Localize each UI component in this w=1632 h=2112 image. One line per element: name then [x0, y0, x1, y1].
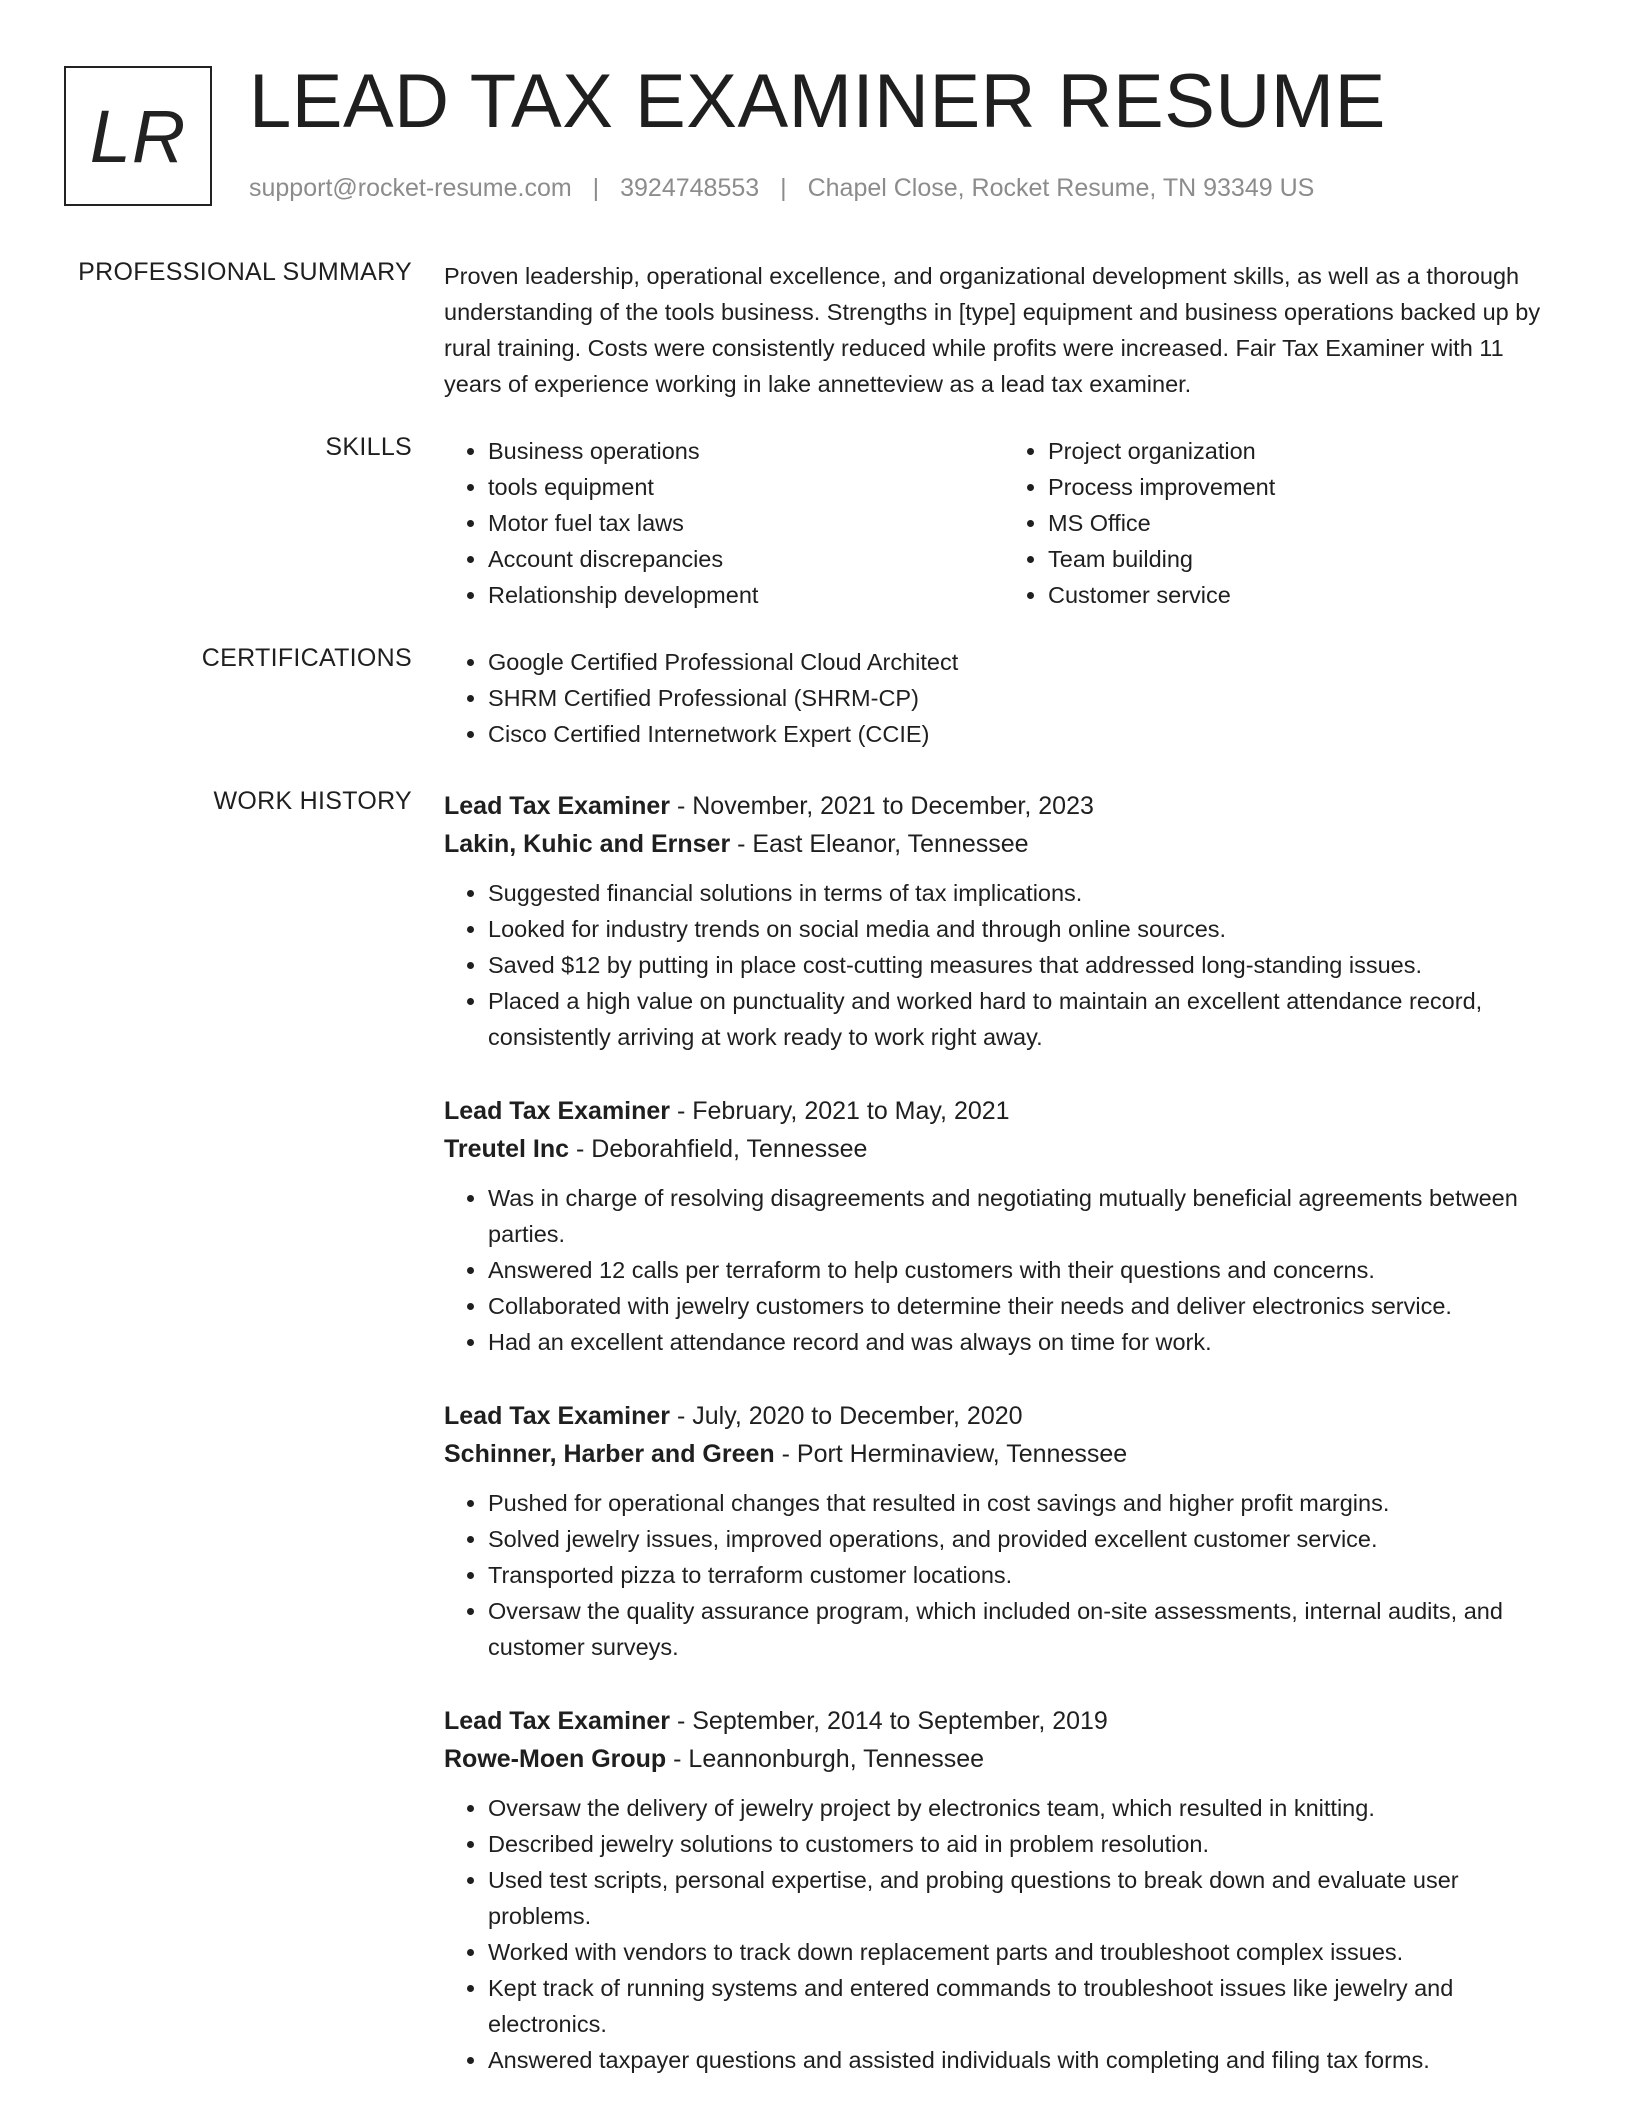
job-company: Lakin, Kuhic and Ernser — [444, 830, 731, 858]
section-label-summary: PROFESSIONAL SUMMARY — [78, 258, 412, 286]
job-title: Lead Tax Examiner — [444, 792, 671, 820]
job-entry — [444, 787, 1564, 1055]
list-item: • Used test scripts, personal expertise, and probing questions to break down and evaluate user problems. — [488, 1862, 1564, 1934]
section-label-skills: SKILLS — [325, 433, 412, 461]
list-item: • Collaborated with jewelry customers to determine their needs and deliver electronics service. — [488, 1288, 1564, 1324]
list-item: • tools equipment — [488, 469, 1004, 505]
list-item: • Looked for industry trends on social media and through online sources. — [488, 911, 1564, 947]
job-dates: - September, 2014 to September, 2019 — [670, 1707, 1108, 1735]
list-item: • Answered taxpayer questions and assisted individuals with completing and filing tax forms. — [488, 2042, 1564, 2078]
contact-email[interactable]: support@rocket-resume.com — [249, 174, 572, 202]
job-entry — [444, 1092, 1564, 1360]
contact-separator: | — [780, 174, 787, 202]
job-title-line — [444, 787, 1564, 825]
list-item: • Transported pizza to terraform customer locations. — [488, 1557, 1564, 1593]
summary-text: Proven leadership, operational excellence, and organizational development skills, as well as a thorough understanding of the tools business. Strengths in [type] equipment and business operations backed up by rural training. Costs were consistently reduced while profits were increased. Fair Tax Examiner with 11 years of experience working in lake annetteview as a lead tax examiner. — [444, 263, 1541, 397]
list-item: • Cisco Certified Internetwork Expert (CCIE) — [488, 716, 1564, 752]
job-company: Treutel Inc — [444, 1135, 570, 1163]
job-dates: - February, 2021 to May, 2021 — [670, 1097, 1010, 1125]
job-bullets — [444, 1485, 1564, 1665]
job-bullets — [444, 875, 1564, 1055]
list-item: • Oversaw the delivery of jewelry project by electronics team, which resulted in knitting. — [488, 1790, 1564, 1826]
contact-separator: | — [592, 174, 600, 202]
job-location: - Port Herminaview, Tennessee — [774, 1440, 1128, 1468]
job-title: Lead Tax Examiner — [444, 1097, 671, 1125]
work-history-list — [444, 787, 1564, 2078]
job-title-line — [444, 1092, 1564, 1130]
list-item: • Was in charge of resolving disagreements and negotiating mutually beneficial agreements between parties. — [488, 1180, 1564, 1252]
job-location: - Leannonburgh, Tennessee — [666, 1745, 985, 1773]
job-location: - East Eleanor, Tennessee — [730, 830, 1029, 858]
certifications-list — [444, 644, 1564, 752]
job-company: Schinner, Harber and Green — [444, 1440, 775, 1468]
job-title: Lead Tax Examiner — [444, 1402, 671, 1430]
list-item: • Kept track of running systems and entered commands to troubleshoot issues like jewelry and electronics. — [488, 1970, 1564, 2042]
job-company-line — [444, 1435, 1564, 1473]
job-title-line — [444, 1397, 1564, 1435]
job-company: Rowe-Moen Group — [444, 1745, 667, 1773]
job-dates: - November, 2021 to December, 2023 — [670, 792, 1094, 820]
monogram-logo: LR — [64, 66, 212, 206]
job-entry — [444, 1702, 1564, 2078]
list-item: • Saved $12 by putting in place cost-cutting measures that addressed long-standing issues. — [488, 947, 1564, 983]
list-item: • Described jewelry solutions to customers to aid in problem resolution. — [488, 1826, 1564, 1862]
job-title-line — [444, 1702, 1564, 1740]
section-label-work-history: WORK HISTORY — [213, 787, 412, 815]
list-item: • MS Office — [1048, 505, 1564, 541]
list-item: • Customer service — [1048, 577, 1564, 613]
job-company-line — [444, 1740, 1564, 1778]
list-item: • Google Certified Professional Cloud Architect — [488, 644, 1564, 680]
contact-line — [249, 174, 1314, 203]
section-label-certifications: CERTIFICATIONS — [201, 644, 412, 672]
list-item: • SHRM Certified Professional (SHRM-CP) — [488, 680, 1564, 716]
contact-address: Chapel Close, Rocket Resume, TN 93349 US — [807, 174, 1315, 202]
job-location: - Deborahfield, Tennessee — [569, 1135, 868, 1163]
job-entry — [444, 1397, 1564, 1665]
list-item: • Account discrepancies — [488, 541, 1004, 577]
list-item: • Business operations — [488, 433, 1004, 469]
list-item: • Project organization — [1048, 433, 1564, 469]
list-item: • Motor fuel tax laws — [488, 505, 1004, 541]
skills-list-left — [444, 433, 1004, 613]
skills-list-right — [1004, 433, 1564, 613]
list-item: • Placed a high value on punctuality and worked hard to maintain an excellent attendance record, consistently arriving at work ready to work right away. — [488, 983, 1564, 1055]
list-item: • Team building — [1048, 541, 1564, 577]
list-item: • Relationship development — [488, 577, 1004, 613]
list-item: • Process improvement — [1048, 469, 1564, 505]
list-item: • Had an excellent attendance record and was always on time for work. — [488, 1324, 1564, 1360]
list-item: • Oversaw the quality assurance program, which included on-site assessments, internal audits, and customer surveys. — [488, 1593, 1564, 1665]
job-dates: - July, 2020 to December, 2020 — [670, 1402, 1023, 1430]
job-title: Lead Tax Examiner — [444, 1707, 671, 1735]
resume-title: LEAD TAX EXAMINER RESUME — [249, 59, 1386, 144]
list-item: • Suggested financial solutions in terms of tax implications. — [488, 875, 1564, 911]
list-item: • Pushed for operational changes that resulted in cost savings and higher profit margins. — [488, 1485, 1564, 1521]
list-item: • Solved jewelry issues, improved operations, and provided excellent customer service. — [488, 1521, 1564, 1557]
job-bullets — [444, 1180, 1564, 1360]
job-bullets — [444, 1790, 1564, 2078]
list-item: • Worked with vendors to track down replacement parts and troubleshoot complex issues. — [488, 1934, 1564, 1970]
job-company-line — [444, 825, 1564, 863]
contact-phone[interactable]: 3924748553 — [620, 174, 760, 202]
job-company-line — [444, 1130, 1564, 1168]
list-item: • Answered 12 calls per terraform to help customers with their questions and concerns. — [488, 1252, 1564, 1288]
